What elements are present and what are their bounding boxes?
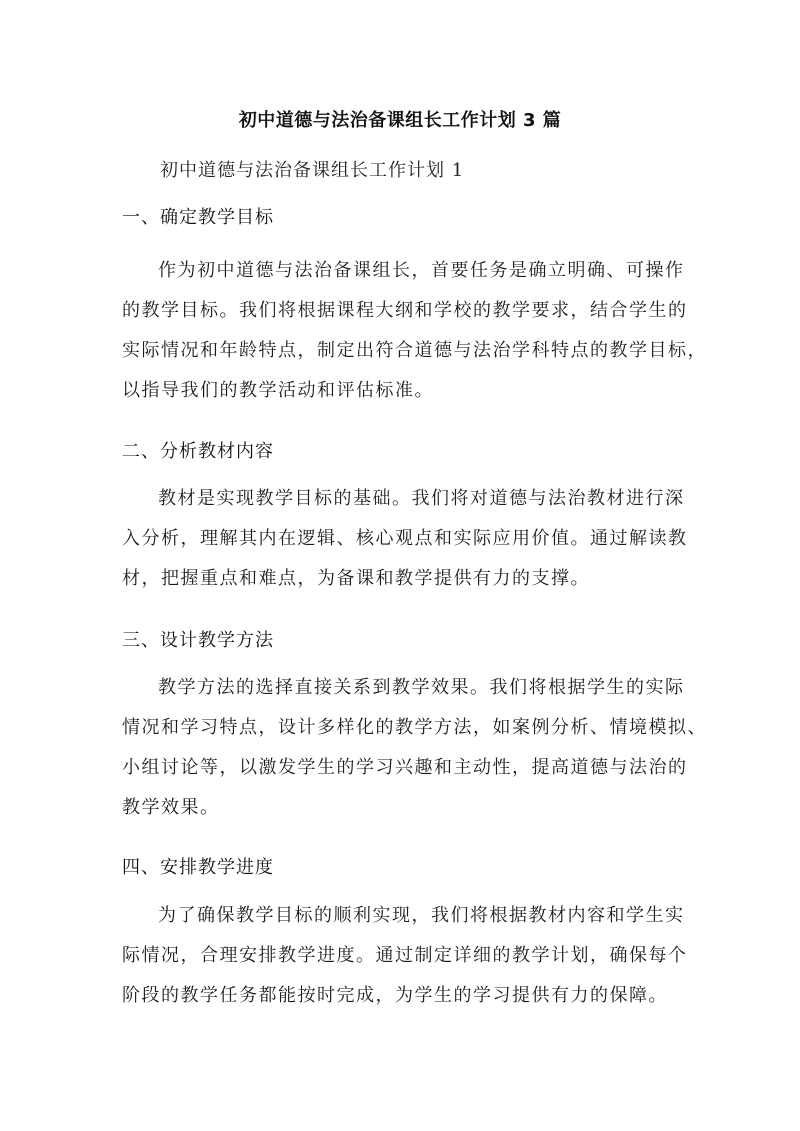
paragraph-line: 教学方法的选择直接关系到教学效果。我们将根据学生的实际 bbox=[158, 677, 685, 698]
paragraph-line: 阶段的教学任务都能按时完成，为学生的学习提供有力的保障。 bbox=[122, 985, 668, 1006]
section-heading-4: 四、安排教学进度 bbox=[122, 857, 274, 878]
paragraph-line: 际情况，合理安排教学进度。通过制定详细的教学计划，确保每个 bbox=[122, 945, 688, 966]
paragraph-line: 为了确保教学目标的顺利实现，我们将根据教材内容和学生实 bbox=[158, 905, 685, 926]
paragraph-line: 材，把握重点和难点，为备课和教学提供有力的支撑。 bbox=[122, 568, 590, 589]
paragraph-line: 以指导我们的教学活动和评估标准。 bbox=[122, 380, 434, 401]
section-paragraph-4 bbox=[122, 896, 688, 1016]
section-heading-3: 三、设计教学方法 bbox=[122, 630, 274, 651]
paragraph-line: 的教学目标。我们将根据课程大纲和学校的教学要求，结合学生的 bbox=[122, 300, 688, 321]
paragraph-line: 教材是实现教学目标的基础。我们将对道德与法治教材进行深 bbox=[158, 488, 685, 509]
section-paragraph-1 bbox=[122, 251, 707, 411]
paragraph-line: 情况和学习特点，设计多样化的教学方法，如案例分析、情境模拟、 bbox=[122, 717, 707, 738]
section-heading-1: 一、确定教学目标 bbox=[122, 207, 274, 228]
section-heading-2: 二、分析教材内容 bbox=[122, 441, 274, 462]
section-paragraph-3 bbox=[122, 668, 707, 828]
paragraph-line: 作为初中道德与法治备课组长，首要任务是确立明确、可操作 bbox=[158, 260, 685, 281]
paragraph-line: 入分析，理解其内在逻辑、核心观点和实际应用价值。通过解读教 bbox=[122, 528, 688, 549]
document-subtitle: 初中道德与法治备课组长工作计划 1 bbox=[160, 160, 465, 181]
paragraph-line: 教学效果。 bbox=[122, 797, 220, 818]
paragraph-line: 实际情况和年龄特点，制定出符合道德与法治学科特点的教学目标， bbox=[122, 340, 707, 361]
section-paragraph-2 bbox=[122, 479, 688, 599]
document-title: 初中道德与法治备课组长工作计划 3 篇 bbox=[238, 110, 562, 131]
paragraph-line: 小组讨论等，以激发学生的学习兴趣和主动性，提高道德与法治的 bbox=[122, 757, 688, 778]
